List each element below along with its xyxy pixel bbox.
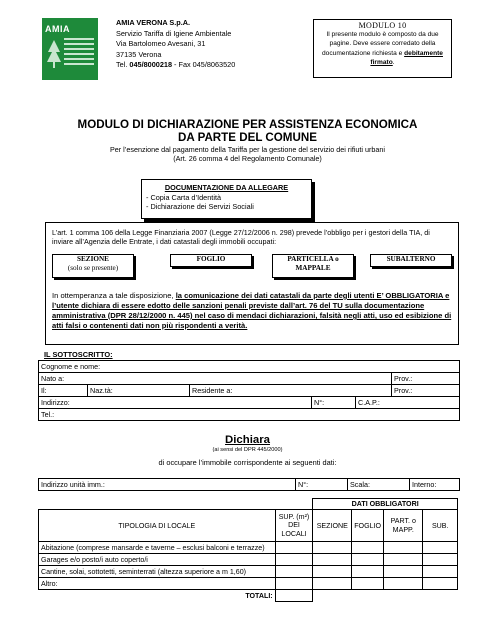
totals-row xyxy=(39,590,458,602)
cognome-label: Cognome e nome: xyxy=(41,362,101,371)
header-subalterno: SUBALTERNO xyxy=(370,254,452,267)
field-row-indirizzo-unita[interactable] xyxy=(38,478,460,491)
documentation-box xyxy=(141,179,312,219)
prov-label: Prov.: xyxy=(391,373,412,384)
nato-label: Nato a: xyxy=(41,374,65,383)
module-note-line: documentazione richiesta e debitamente xyxy=(322,49,443,57)
field-row-tel[interactable] xyxy=(38,408,460,421)
indirizzo-label: Indirizzo: xyxy=(41,398,70,407)
company-line: Via Bartolomeo Avesani, 31 xyxy=(116,39,206,49)
page-subtitle-reference: (Art. 26 comma 4 del Regolamento Comunale) xyxy=(173,154,322,163)
il-label: Il: xyxy=(41,386,47,395)
company-line: 37135 Verona xyxy=(116,49,162,59)
table-row[interactable] xyxy=(39,578,458,590)
locale-type: Abitazione (comprese mansarde e taverne – esclusi balconi e terrazze) xyxy=(39,542,276,554)
totali-label: TOTALI: xyxy=(245,591,273,600)
table-row[interactable] xyxy=(39,542,458,554)
particella-header: PART. o MAPP. xyxy=(384,510,423,542)
company-name: AMIA VERONA S.p.A. xyxy=(116,18,191,27)
company-info xyxy=(116,18,235,71)
company-line: Servizio Tariffa di Igiene Ambientale xyxy=(116,28,232,38)
unit-number-label: N°: xyxy=(295,479,308,490)
header-sezione: SEZIONE (solo se presente) xyxy=(52,254,134,278)
module-note-line: pagine. Deve essere corredato della xyxy=(329,40,436,48)
tree-icon xyxy=(46,38,62,70)
documentation-item: - Dichiarazione dei Servizi Sociali xyxy=(146,202,254,212)
law-paragraph: L’art. 1 comma 106 della Legge Finanziaria 2007 (Legge 27/12/2006 n. 298) prevede l’obbligo per i gestori della TIA, di inviare all’Agenzia delle Entrate, i dati catastali degli immobili occupati: xyxy=(52,228,430,247)
residente-label: Residente a: xyxy=(189,385,232,396)
section-title-sottoscritto: IL SOTTOSCRITTO: xyxy=(44,350,113,359)
sezione-header: SEZIONE xyxy=(313,510,352,542)
tel-label: Tel.: xyxy=(41,410,55,419)
page-subtitle: Per l’esenzione dal pagamento della Tariffa per la gestione del servizio dei rifiuti urbani xyxy=(109,145,386,154)
naz-label: Naz.tà: xyxy=(87,385,113,396)
logo-text-lines xyxy=(64,38,94,68)
module-note-line: Il presente modulo è composto da due xyxy=(326,31,439,39)
civic-number-label: N°: xyxy=(311,397,324,408)
dati-obbligatori-header: DATI OBBLIGATORI xyxy=(313,499,458,510)
header-foglio: FOGLIO xyxy=(170,254,252,267)
locale-type: Garages e/o posto/i auto coperto/i xyxy=(39,554,276,566)
module-number: MODULO 10 xyxy=(358,21,407,30)
page-title-line2: DA PARTE DEL COMUNE xyxy=(178,131,317,144)
interno-label: Interno: xyxy=(409,479,436,490)
locali-table xyxy=(38,498,458,602)
logo-wordmark: AMIA xyxy=(45,24,70,34)
cap-label: C.A.P.: xyxy=(355,397,380,408)
superficie-header: SUP. (m²) DEI LOCALI xyxy=(275,510,313,542)
totali-value[interactable] xyxy=(275,590,313,602)
module-note-line: firmato. xyxy=(370,58,395,66)
company-contacts: Tel. 045/8000218 - Fax 045/8063520 xyxy=(116,60,236,70)
page-title: MODULO DI DICHIARAZIONE PER ASSISTENZA ECONOMICA xyxy=(77,118,418,131)
prov-label: Prov.: xyxy=(391,385,412,396)
documentation-heading: DOCUMENTAZIONE DA ALLEGARE xyxy=(164,183,289,192)
dichiara-title: Dichiara xyxy=(225,434,270,446)
locale-type: Altro: xyxy=(39,578,276,590)
header-particella: PARTICELLA o MAPPALE xyxy=(272,254,354,278)
tipologia-header: TIPOLOGIA DI LOCALE xyxy=(39,510,276,542)
obligation-paragraph: In ottemperanza a tale disposizione, la comunicazione dei dati catastali da parte degli utenti E’ OBBLIGATORIA e l’utente dichiara di essere edotto delle sanzioni penali previste dall’art. 76 del TU sulla documentazione amministrativa (DPR 28/12/2000 n. 445) nel caso di mendaci dichiarazioni, falsità negli atti, uso ed esibizione di atti falsi o contenenti dati non più rispondenti a verità. xyxy=(52,291,452,330)
amia-logo xyxy=(42,18,98,80)
locale-type: Cantine, solai, sottotetti, seminterrati (altezza superiore a m 1,60) xyxy=(39,566,276,578)
dichiara-reference: (ai sensi del DPR 445/2000) xyxy=(212,447,283,453)
table-row[interactable] xyxy=(39,554,458,566)
documentation-item: - Copia Carta d’Identità xyxy=(146,192,222,202)
subalterno-header: SUB. xyxy=(423,510,458,542)
dichiara-text: di occupare l’immobile corrispondente ai seguenti dati: xyxy=(158,458,337,467)
foglio-header: FOGLIO xyxy=(352,510,384,542)
unit-address-label: Indirizzo unità imm.: xyxy=(41,480,105,489)
table-row[interactable] xyxy=(39,566,458,578)
module-info-box xyxy=(313,19,452,78)
scala-label: Scala: xyxy=(347,479,370,490)
